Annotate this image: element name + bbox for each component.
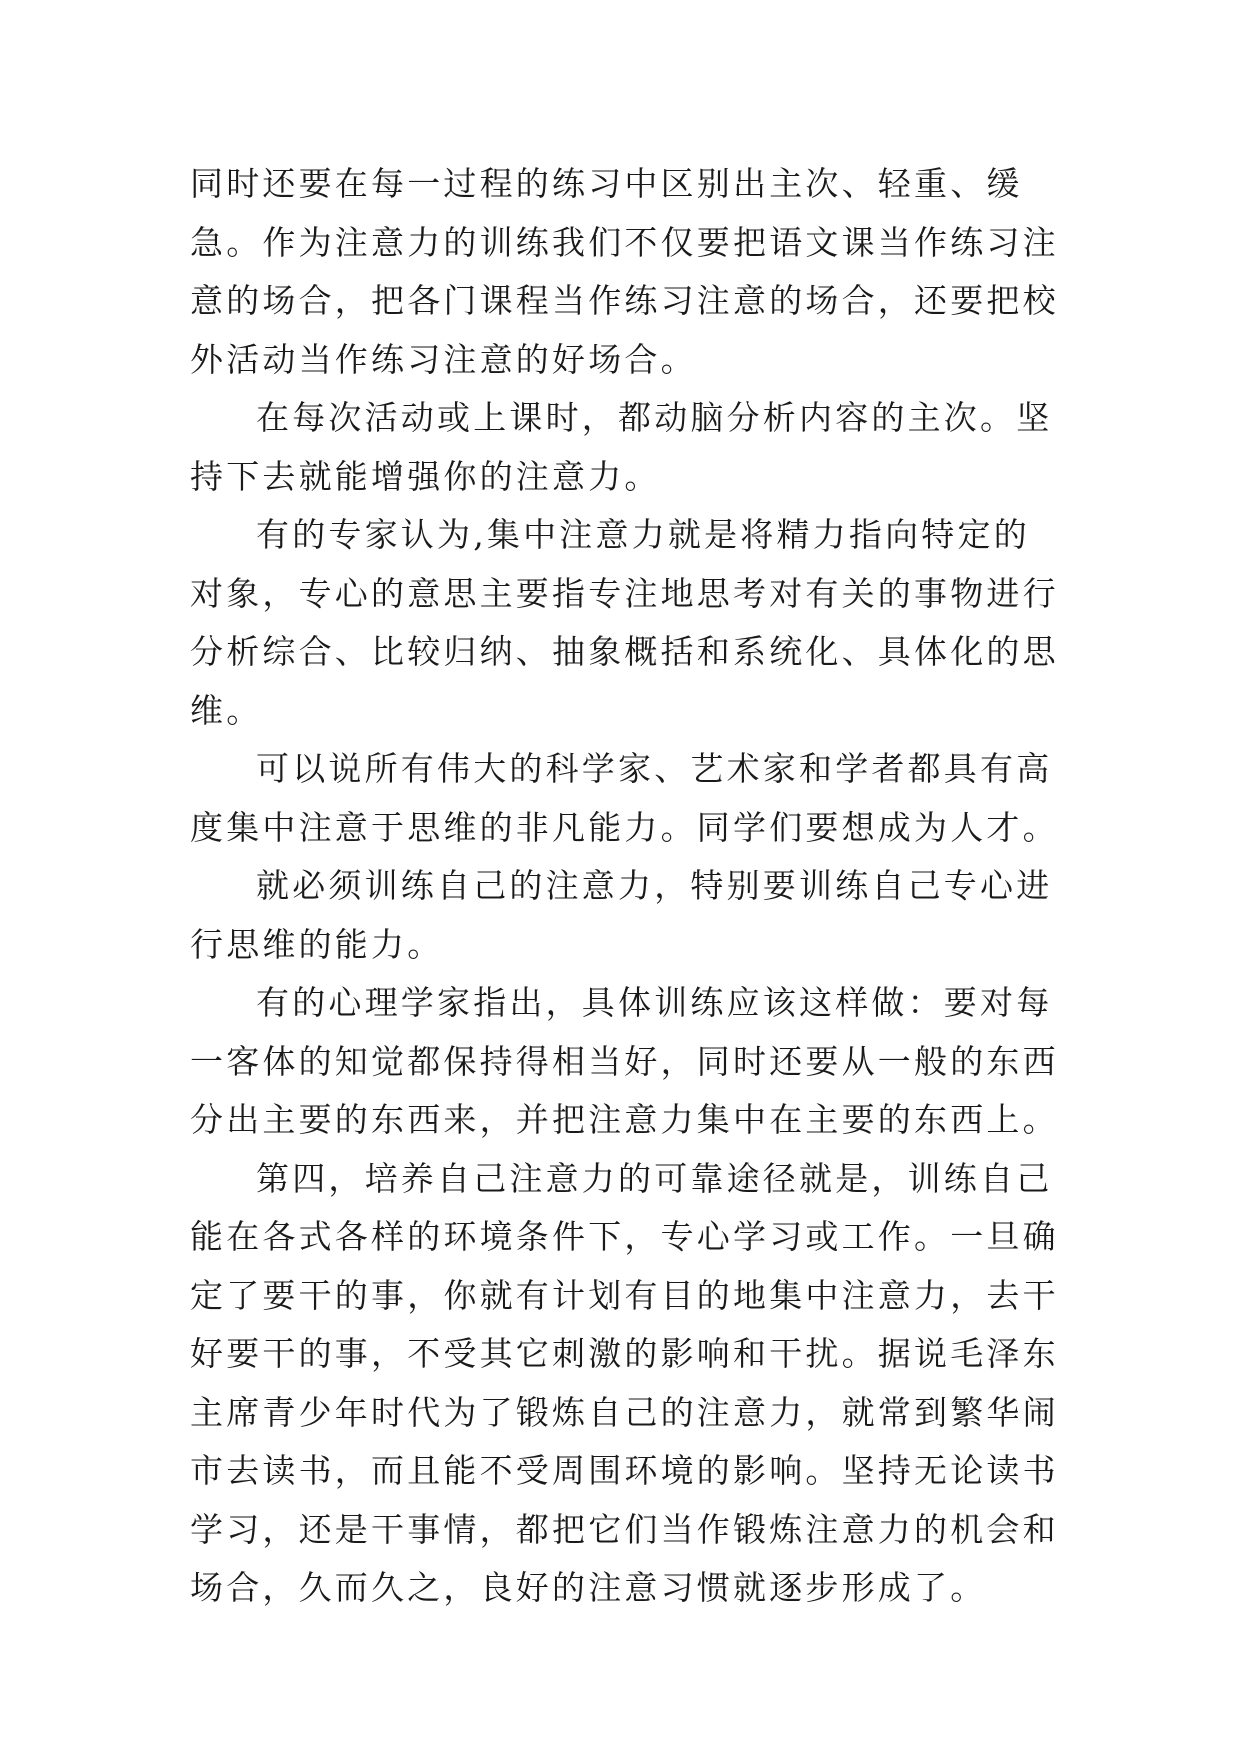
- paragraph-2: 在每次活动或上课时，都动脑分析内容的主次。坚持下去就能增强你的注意力。: [190, 398, 1053, 496]
- paragraph-6: 有的心理学家指出，具体训练应该这样做：要对每一客体的知觉都保持得相当好，同时还要从一般的东西分出主要的东西来，并把注意力集中在主要的东西上。: [190, 983, 1059, 1139]
- paragraph-5: 就必须训练自己的注意力，特别要训练自己专心进行思维的能力。: [190, 866, 1053, 964]
- document-body: [190, 155, 1060, 1618]
- paragraph-4: 可以说所有伟大的科学家、艺术家和学者都具有高度集中注意于思维的非凡能力。同学们要想成为人才。: [190, 749, 1059, 847]
- paragraph-1: 同时还要在每一过程的练习中区别出主次、轻重、缓急。作为注意力的训练我们不仅要把语文课当作练习注意的场合，把各门课程当作练习注意的场合，还要把校外活动当作练习注意的好场合。: [190, 164, 1059, 379]
- paragraph-3: 有的专家认为,集中注意力就是将精力指向特定的对象，专心的意思主要指专注地思考对有关的事物进行分析综合、比较归纳、抽象概括和系统化、具体化的思维。: [190, 515, 1059, 730]
- paragraph-7: 第四，培养自己注意力的可靠途径就是，训练自己能在各式各样的环境条件下，专心学习或工作。一旦确定了要干的事，你就有计划有目的地集中注意力，去干好要干的事，不受其它刺激的影响和干扰。据说毛泽东主席青少年时代为了锻炼自己的注意力，就常到繁华闹市去读书，而且能不受周围环境的影响。坚持无论读书学习，还是干事情，都把它们当作锻炼注意力的机会和场合，久而久之，良好的注意习惯就逐步形成了。: [190, 1158, 1059, 1607]
